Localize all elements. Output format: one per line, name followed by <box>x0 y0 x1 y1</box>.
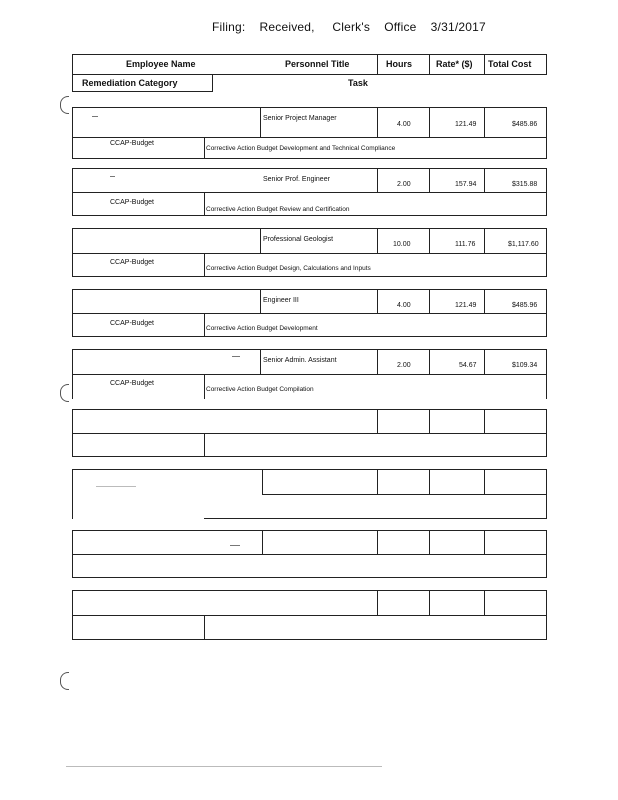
scan-noise <box>66 766 382 767</box>
table-row <box>72 107 547 159</box>
task-description: Corrective Action Budget Review and Certification <box>206 206 350 213</box>
col-remediation-category: Remediation Category <box>82 78 178 88</box>
col-hours: Hours <box>386 59 413 69</box>
total-cost-value: $485.86 <box>512 121 538 128</box>
hours-value: 2.00 <box>397 181 411 188</box>
hours-value: 4.00 <box>397 121 411 128</box>
rate-value: 157.94 <box>455 181 477 188</box>
remediation-category: CCAP-Budget <box>110 140 154 147</box>
col-rate: Rate* ($) <box>436 59 473 69</box>
personnel-title: Engineer III <box>263 297 299 304</box>
hole-punch-mark <box>60 96 69 114</box>
total-cost-value: $109.34 <box>512 362 538 369</box>
task-description: Corrective Action Budget Development and Technical Compliance <box>206 145 396 152</box>
remediation-category: CCAP-Budget <box>110 380 154 387</box>
table-row <box>72 289 547 337</box>
hours-value: 4.00 <box>397 302 411 309</box>
remediation-category: CCAP-Budget <box>110 320 154 327</box>
empty-row <box>72 409 547 457</box>
personnel-title: Senior Prof. Engineer <box>263 176 330 183</box>
rate-value: 121.49 <box>455 121 477 128</box>
empty-row <box>72 469 547 519</box>
task-description: Corrective Action Budget Development <box>206 325 318 332</box>
empty-row <box>72 590 547 640</box>
rate-value: 111.76 <box>455 241 476 248</box>
total-cost-value: $1,117.60 <box>508 241 539 248</box>
table-row <box>72 228 547 277</box>
remediation-category: CCAP-Budget <box>110 199 154 206</box>
rate-value: 54.67 <box>459 362 477 369</box>
scan-noise <box>230 545 240 546</box>
hole-punch-mark <box>60 672 69 690</box>
hours-value: 10.00 <box>393 241 411 248</box>
task-description: Corrective Action Budget Design, Calculations and Inputs <box>206 265 371 272</box>
scan-noise <box>232 356 240 357</box>
table-row <box>72 349 547 399</box>
rate-value: 121.49 <box>455 302 477 309</box>
col-task: Task <box>348 78 368 88</box>
table-row <box>72 168 547 216</box>
personnel-title: Senior Admin. Assistant <box>263 357 337 364</box>
col-personnel-title: Personnel Title <box>285 59 350 69</box>
total-cost-value: $485.96 <box>512 302 538 309</box>
col-total-cost: Total Cost <box>488 59 532 69</box>
personnel-title: Senior Project Manager <box>263 115 337 122</box>
personnel-title: Professional Geologist <box>263 236 334 243</box>
scan-noise <box>110 176 115 177</box>
hole-punch-mark <box>60 384 69 402</box>
hours-value: 2.00 <box>397 362 411 369</box>
filing-stamp: Filing: Received, Clerk's Office 3/31/2017 <box>212 20 486 34</box>
scan-noise <box>96 486 136 487</box>
scan-noise <box>92 116 98 117</box>
task-description: Corrective Action Budget Compilation <box>206 386 314 393</box>
empty-row <box>72 530 547 578</box>
total-cost-value: $315.88 <box>512 181 538 188</box>
col-employee-name: Employee Name <box>126 59 196 69</box>
remediation-category: CCAP-Budget <box>110 259 154 266</box>
table-header <box>72 54 547 92</box>
